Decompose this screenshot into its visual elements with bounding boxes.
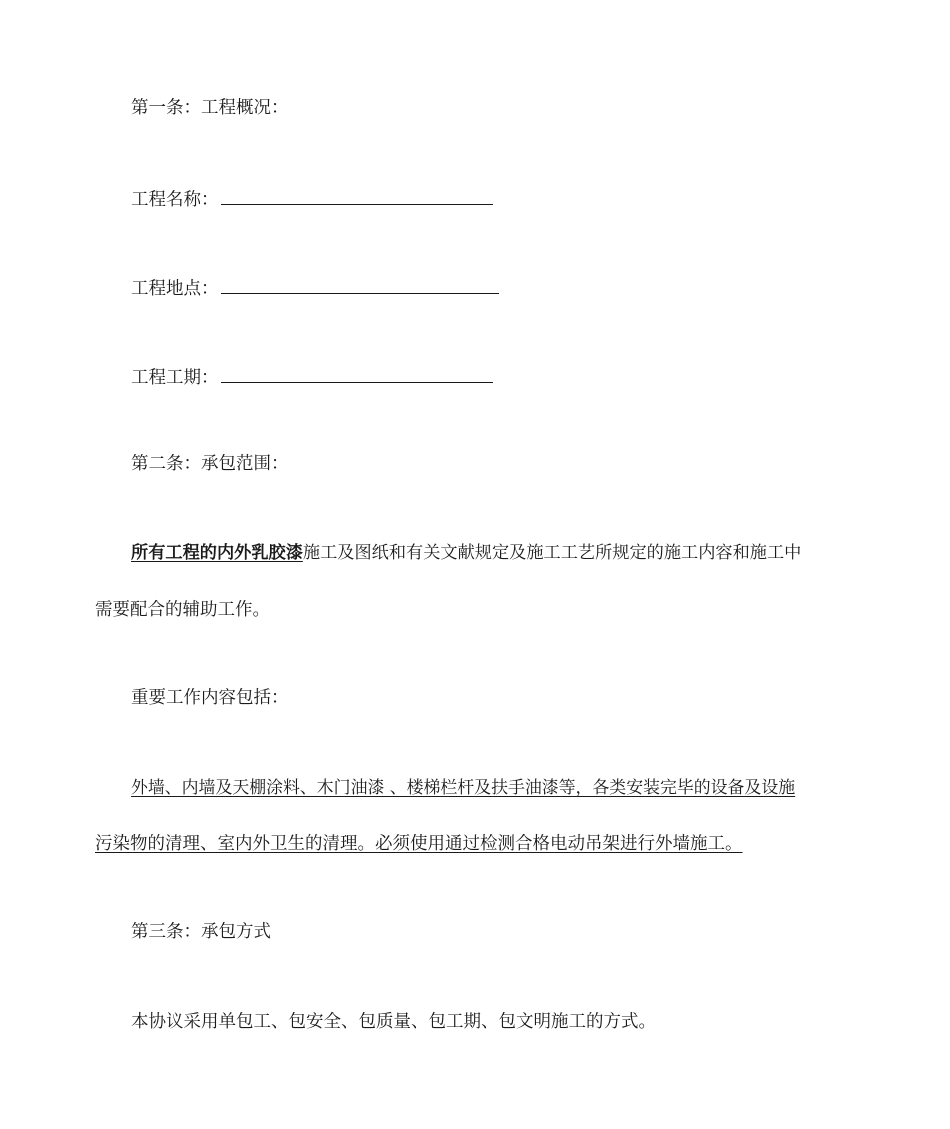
article-3-body: 本协议采用单包工、包安全、包质量、包工期、包文明施工的方式。 bbox=[131, 1012, 656, 1032]
project-location-label: 工程地点： bbox=[131, 279, 219, 299]
project-name-row bbox=[131, 185, 493, 209]
scope-paragraph-line2: 需要配合的辅助工作。 bbox=[95, 600, 270, 620]
content-heading: 重要工作内容包括： bbox=[131, 688, 289, 708]
project-location-blank bbox=[221, 274, 499, 294]
content-line2: 污染物的清理、室内外卫生的清理。必须使用通过检测合格电动吊架进行外墙施工。 bbox=[95, 834, 743, 854]
article-2-heading: 第二条：承包范围： bbox=[131, 454, 289, 474]
project-period-row bbox=[131, 363, 493, 387]
scope-text: 施工及图纸和有关文献规定及施工工艺所规定的施工内容和施工中 bbox=[302, 543, 802, 563]
content-line1: 外墙、内墙及天棚涂料、木门油漆 、楼梯栏杆及扶手油漆等，各类安装完毕的设备及设施 bbox=[131, 777, 796, 797]
project-location-row bbox=[131, 274, 499, 298]
article-1-heading: 第一条：工程概况： bbox=[131, 98, 289, 118]
project-period-label: 工程工期： bbox=[131, 368, 219, 388]
scope-paragraph-line1 bbox=[131, 541, 801, 565]
scope-emphasis: 所有工程的内外乳胶漆 bbox=[131, 543, 303, 563]
project-name-label: 工程名称： bbox=[131, 190, 219, 210]
article-3-heading: 第三条：承包方式 bbox=[131, 922, 271, 942]
project-period-blank bbox=[221, 363, 493, 383]
project-name-blank bbox=[221, 185, 493, 205]
